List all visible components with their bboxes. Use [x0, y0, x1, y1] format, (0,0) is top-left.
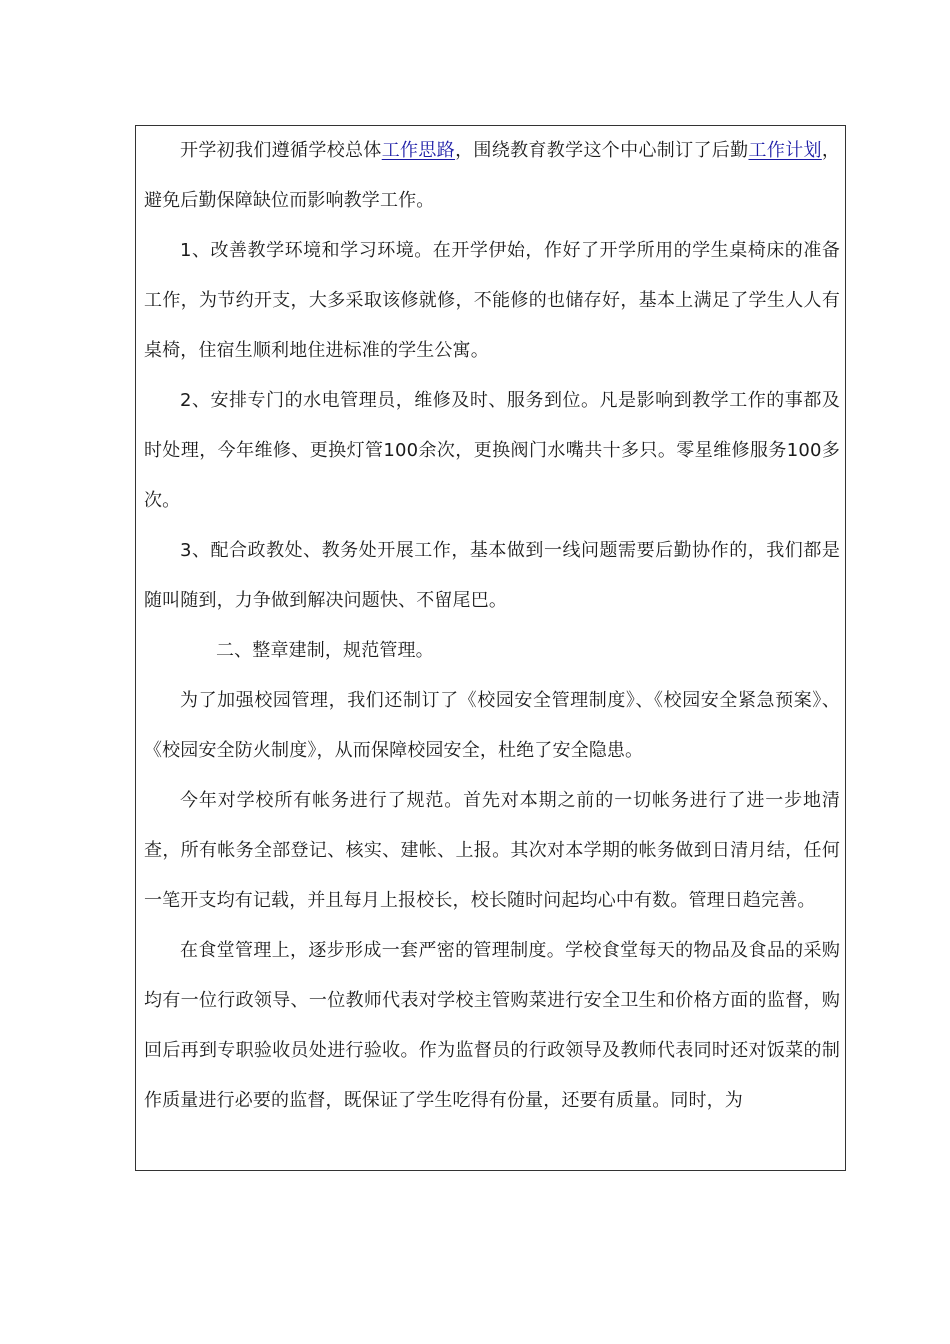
- paragraph-campus-safety: 为了加强校园管理，我们还制订了《校园安全管理制度》、《校园安全紧急预案》、《校园安全防火制度》，从而保障校园安全，杜绝了安全隐患。: [144, 690, 840, 761]
- paragraph-accounts: 今年对学校所有帐务进行了规范。首先对本期之前的一切帐务进行了进一步地清查，所有帐务全部登记、核实、建帐、上报。其次对本学期的帐务做到日清月结，任何一笔开支均有记载，并且每月上报校长，校长随时问起均心中有数。管理日趋完善。: [144, 790, 840, 911]
- document-body: [144, 126, 840, 1126]
- document-frame: [135, 125, 846, 1171]
- paragraph-item-3: 3、配合政教处、教务处开展工作，基本做到一线问题需要后勤协作的，我们都是随叫随到，力争做到解决问题快、不留尾巴。: [144, 540, 840, 611]
- link-work-ideas[interactable]: 工作思路: [381, 140, 456, 161]
- link-work-plan[interactable]: 工作计划: [748, 140, 822, 161]
- paragraph-intro: [144, 126, 840, 226]
- paragraph-item-1: 1、改善教学环境和学习环境。在开学伊始，作好了开学所用的学生桌椅床的准备工作，为节约开支，大多采取该修就修，不能修的也储存好，基本上满足了学生人人有桌椅，住宿生顺利地住进标准的学生公寓。: [144, 240, 840, 361]
- intro-text-3: ，避免后勤保障缺位而影响教学工作。: [144, 140, 840, 211]
- intro-text-1: 开学初我们遵循学校总体: [180, 140, 382, 161]
- intro-text-2: ，围绕教育教学这个中心制订了后勤: [455, 140, 749, 161]
- paragraph-item-2: 2、安排专门的水电管理员，维修及时、服务到位。凡是影响到教学工作的事都及时处理，今年维修、更换灯管100余次，更换阀门水嘴共十多只。零星维修服务100多次。: [144, 390, 840, 511]
- section-heading: 二、整章建制，规范管理。: [216, 640, 434, 661]
- paragraph-canteen: 在食堂管理上，逐步形成一套严密的管理制度。学校食堂每天的物品及食品的采购均有一位行政领导、一位教师代表对学校主管购菜进行安全卫生和价格方面的监督，购回后再到专职验收员处进行验收。作为监督员的行政领导及教师代表同时还对饭菜的制作质量进行必要的监督，既保证了学生吃得有份量，还要有质量。同时，为: [144, 940, 840, 1111]
